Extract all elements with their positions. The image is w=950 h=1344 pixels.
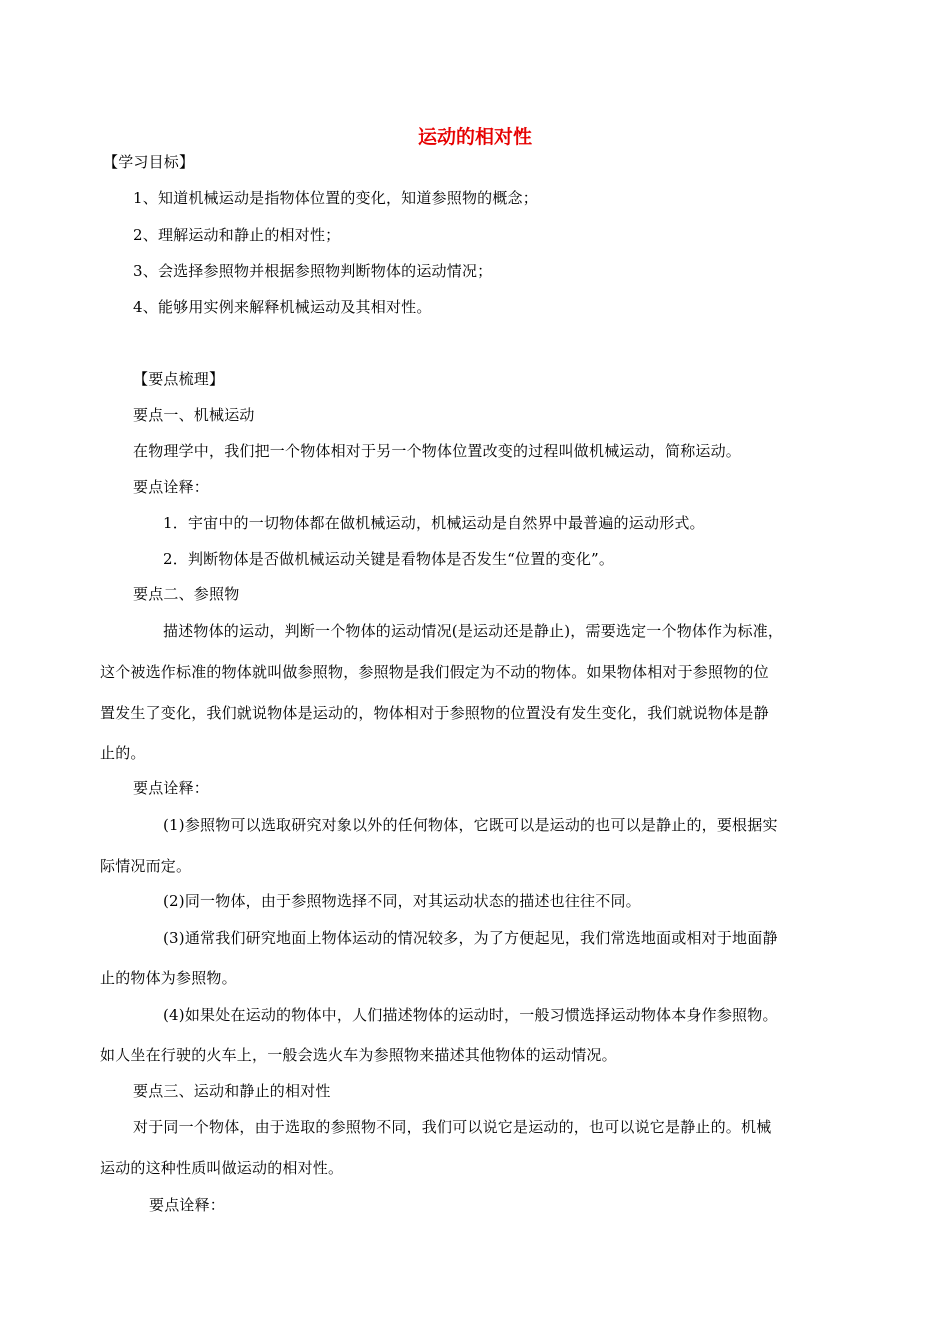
point1-definition: 在物理学中，我们把一个物体相对于另一个物体位置改变的过程叫做机械运动，简称运动。 bbox=[133, 442, 742, 460]
objective-item: 2、理解运动和静止的相对性； bbox=[133, 226, 341, 244]
point3-notes-label: 要点诠释： bbox=[149, 1196, 226, 1214]
point2-note4-line: 如人坐在行驶的火车上，一般会选火车为参照物来描述其他物体的运动情况。 bbox=[100, 1046, 617, 1064]
point3-paragraph-line: 对于同一个物体，由于选取的参照物不同，我们可以说它是运动的，也可以说它是静止的。机械 bbox=[133, 1118, 772, 1136]
points-heading: 【要点梳理】 bbox=[133, 370, 225, 388]
point2-note3-line: (3)通常我们研究地面上物体运动的情况较多，为了方便起见，我们常选地面或相对于地面静 bbox=[163, 929, 778, 947]
objectives-heading: 【学习目标】 bbox=[103, 153, 195, 171]
point2-note1-line: (1)参照物可以选取研究对象以外的任何物体，它既可以是运动的也可以是静止的，要根据实 bbox=[163, 816, 778, 834]
point2-note1-line: 际情况而定。 bbox=[100, 857, 192, 875]
point2-heading: 要点二、参照物 bbox=[133, 585, 240, 603]
point1-notes-label: 要点诠释： bbox=[133, 478, 210, 496]
point2-note3-line: 止的物体为参照物。 bbox=[100, 969, 237, 987]
document-title: 运动的相对性 bbox=[417, 126, 532, 148]
point2-paragraph-line: 描述物体的运动，判断一个物体的运动情况(是运动还是静止)，需要选定一个物体作为标准， bbox=[163, 622, 784, 640]
point3-heading: 要点三、运动和静止的相对性 bbox=[133, 1082, 331, 1100]
point1-heading: 要点一、机械运动 bbox=[133, 406, 255, 424]
objective-item: 4、能够用实例来解释机械运动及其相对性。 bbox=[133, 298, 432, 316]
point1-note: 2．判断物体是否做机械运动关键是看物体是否发生“位置的变化”。 bbox=[163, 550, 615, 568]
point2-paragraph-line: 置发生了变化，我们就说物体是运动的，物体相对于参照物的位置没有发生变化，我们就说物体是静 bbox=[100, 704, 769, 722]
objective-item: 1、知道机械运动是指物体位置的变化，知道参照物的概念； bbox=[133, 189, 538, 207]
objective-item: 3、会选择参照物并根据参照物判断物体的运动情况； bbox=[133, 262, 493, 280]
point2-notes-label: 要点诠释： bbox=[133, 779, 210, 797]
point2-note2: (2)同一物体，由于参照物选择不同，对其运动状态的描述也往往不同。 bbox=[163, 892, 641, 910]
point2-paragraph-line: 这个被选作标准的物体就叫做参照物，参照物是我们假定为不动的物体。如果物体相对于参照物的位 bbox=[100, 663, 769, 681]
point1-note: 1．宇宙中的一切物体都在做机械运动，机械运动是自然界中最普遍的运动形式。 bbox=[163, 514, 705, 532]
point3-paragraph-line: 运动的这种性质叫做运动的相对性。 bbox=[100, 1159, 344, 1177]
point2-note4-line: (4)如果处在运动的物体中，人们描述物体的运动时，一般习惯选择运动物体本身作参照物。 bbox=[163, 1006, 778, 1024]
point2-paragraph-line: 止的。 bbox=[100, 744, 146, 762]
